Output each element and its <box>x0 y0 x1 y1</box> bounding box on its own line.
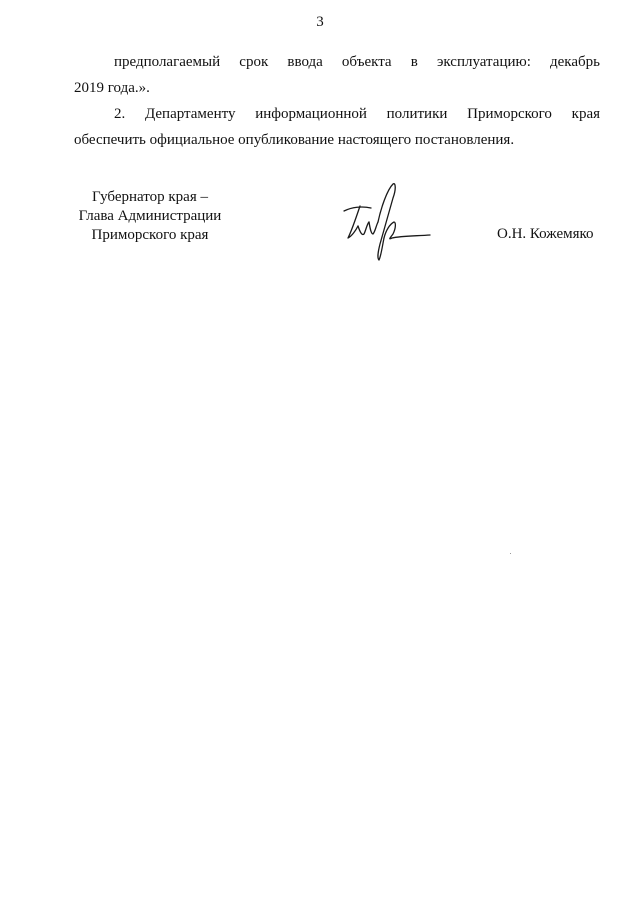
paragraph-1-line-1: предполагаемый срок ввода объекта в эксплуатацию: декабрь <box>114 54 600 70</box>
signatory-title-line-2: Глава Администрации <box>78 208 222 224</box>
paragraph-1 <box>74 49 600 101</box>
paragraph-2-line-2: обеспечить официальное опубликование настоящего постановления. <box>74 132 515 148</box>
signatory-title-line-1: Губернатор края – <box>92 189 208 205</box>
scan-speck <box>510 553 511 554</box>
page-number: 3 <box>316 14 324 30</box>
paragraph-2 <box>74 101 600 153</box>
signer-name: О.Н. Кожемяко <box>497 226 594 242</box>
paragraph-2-line-1: 2. Департаменту информационной политики Приморского края <box>114 106 600 122</box>
signatory-title <box>70 188 230 245</box>
handwritten-signature <box>338 178 438 263</box>
signature-strokes <box>344 184 430 260</box>
signatory-title-line-3: Приморского края <box>91 227 209 243</box>
paragraph-1-line-2: 2019 года.». <box>74 80 150 96</box>
